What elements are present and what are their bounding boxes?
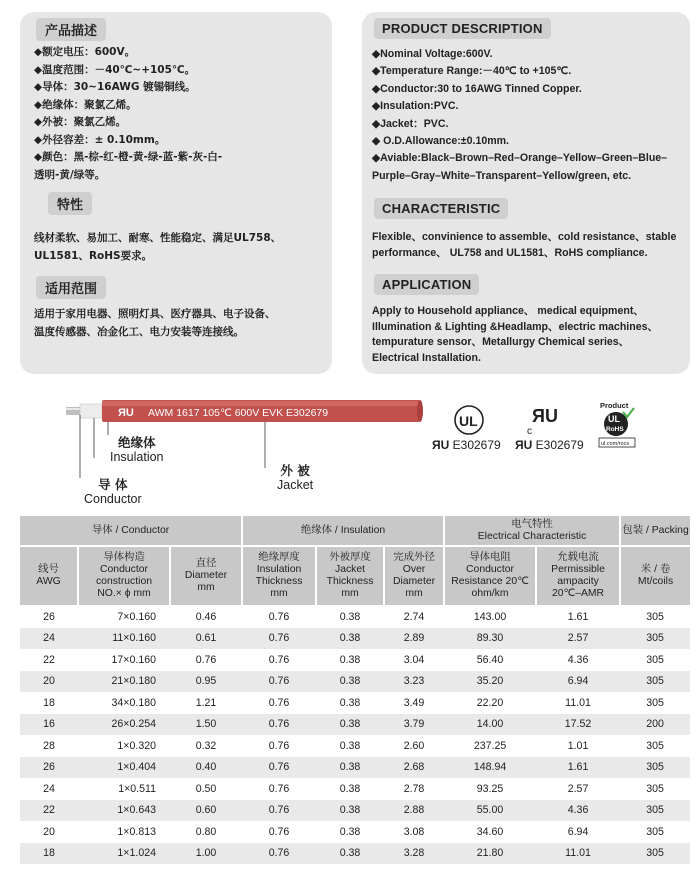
c-mark-icon: c bbox=[527, 426, 532, 437]
column-header-line: Resistance 20℃ bbox=[451, 576, 529, 587]
column-header bbox=[242, 546, 316, 606]
table-cell: 11.01 bbox=[565, 696, 591, 709]
list-item: ◆外被：聚氯乙烯。 bbox=[34, 116, 127, 128]
table-cell: 305 bbox=[646, 653, 664, 666]
packing-group-header: 包装 / Packing bbox=[620, 516, 690, 546]
table-cell: 3.08 bbox=[403, 825, 425, 838]
rocs-url: ul.com/rocs bbox=[601, 441, 630, 447]
certification-marks bbox=[432, 398, 692, 468]
rohs-label: RoHS bbox=[606, 426, 624, 433]
table-cell: 1.61 bbox=[536, 757, 620, 779]
en-description-list bbox=[372, 46, 667, 185]
table-cell: 1.61 bbox=[567, 611, 589, 624]
conductor-label-cn: 导 体 bbox=[98, 477, 128, 492]
list-item: ◆外径容差：± 0.10mm。 bbox=[34, 133, 166, 146]
table-cell: 22 bbox=[20, 800, 78, 822]
list-item: ◆Nominal Voltage:600V. bbox=[372, 48, 493, 60]
table-cell: 3.49 bbox=[403, 696, 425, 709]
column-header-line: 直径 bbox=[195, 558, 217, 569]
column-header bbox=[444, 546, 536, 606]
table-cell: 1.01 bbox=[567, 739, 589, 752]
column-header-line: ampacity bbox=[557, 576, 599, 587]
table-cell: 93.25 bbox=[476, 782, 504, 795]
table-cell: 24 bbox=[20, 628, 78, 650]
table-cell: 56.40 bbox=[476, 653, 504, 666]
cn-characteristic-title: 特性 bbox=[48, 192, 92, 215]
table-row bbox=[20, 821, 690, 843]
table-cell: 0.95 bbox=[170, 671, 242, 693]
table-cell: 14.00 bbox=[444, 714, 536, 736]
table-cell: 0.80 bbox=[195, 825, 217, 838]
table-cell: 35.20 bbox=[444, 671, 536, 693]
table-row bbox=[20, 843, 690, 865]
table-cell: 0.76 bbox=[268, 782, 290, 795]
chinese-description-panel bbox=[20, 12, 332, 374]
table-cell: 305 bbox=[646, 739, 664, 752]
insulation-label-cn: 绝缘体 bbox=[118, 435, 156, 450]
table-cell: 6.94 bbox=[567, 825, 589, 838]
conductor-group-header: 导体 / Conductor bbox=[20, 516, 242, 546]
table-cell: 4.36 bbox=[536, 800, 620, 822]
column-header-line: Conductor bbox=[100, 564, 148, 575]
table-row bbox=[20, 778, 690, 800]
list-item: ◆Insulation:PVC. bbox=[372, 100, 459, 113]
table-cell: 4.36 bbox=[567, 653, 589, 666]
table-cell: 0.38 bbox=[339, 653, 361, 666]
table-cell: 305 bbox=[620, 800, 690, 822]
conductor-highlight bbox=[66, 408, 80, 410]
text-line: 线材柔软、易加工、耐寒、性能稳定、满足UL758、 bbox=[34, 232, 282, 244]
text-line: Electrical Installation. bbox=[372, 351, 481, 364]
table-cell: 0.38 bbox=[339, 696, 361, 709]
table-cell: 21.80 bbox=[444, 843, 536, 865]
insulation-label bbox=[110, 436, 164, 464]
table-row bbox=[20, 757, 690, 779]
table-cell: 148.94 bbox=[444, 757, 536, 779]
table-group-header-row bbox=[20, 516, 690, 546]
table-cell: 0.38 bbox=[316, 800, 384, 822]
table-cell: 26 bbox=[20, 757, 78, 779]
column-header-line: mm bbox=[405, 588, 423, 599]
table-cell: 0.38 bbox=[316, 628, 384, 650]
table-cell: 305 bbox=[620, 843, 690, 865]
column-header-line: 允载电流 bbox=[557, 552, 599, 563]
en-application-title: APPLICATION bbox=[374, 274, 479, 295]
column-header bbox=[536, 546, 620, 606]
table-cell: 305 bbox=[620, 757, 690, 779]
column-header-line: mm bbox=[197, 582, 215, 593]
list-item: ◆ O.D.Allowance:±0.10mm. bbox=[372, 135, 510, 148]
table-cell: 305 bbox=[646, 611, 664, 624]
ul-rohs-ul-icon: UL bbox=[608, 414, 620, 424]
column-header-line: AWG bbox=[36, 576, 61, 587]
column-header-line: Permissible bbox=[551, 564, 605, 575]
table-cell: 3.28 bbox=[384, 843, 444, 865]
insulation-group-header: 绝缘体 / Insulation bbox=[242, 516, 444, 546]
table-cell: 20 bbox=[20, 671, 78, 693]
text-line: 适用于家用电器、照明灯具、医疗器具、电子设备、 bbox=[34, 308, 276, 320]
table-cell: 7×0.160 bbox=[117, 611, 156, 624]
table-cell: 0.76 bbox=[242, 671, 316, 693]
insulation-label-en: Insulation bbox=[110, 450, 164, 464]
table-cell: 0.38 bbox=[316, 714, 384, 736]
column-header-line: 绝缘厚度 bbox=[258, 552, 300, 563]
jacket-label-cn: 外 被 bbox=[280, 463, 310, 478]
table-cell: 0.60 bbox=[170, 800, 242, 822]
column-header-line: ohm/km bbox=[471, 588, 509, 599]
table-cell: 1.21 bbox=[195, 696, 217, 709]
jacket-label bbox=[277, 464, 313, 492]
cert-code-2 bbox=[515, 438, 584, 452]
table-cell: 28 bbox=[43, 739, 55, 752]
table-cell: 0.38 bbox=[339, 611, 361, 624]
column-header-line: mm bbox=[341, 588, 359, 599]
column-header-line: Diameter bbox=[184, 570, 228, 581]
table-cell: 0.50 bbox=[195, 782, 217, 795]
text-line: UL1581、RoHS要求。 bbox=[34, 249, 153, 262]
table-row bbox=[20, 800, 690, 822]
list-item: ◆绝缘体：聚氯乙烯。 bbox=[34, 98, 137, 111]
table-cell: 18 bbox=[43, 696, 55, 709]
column-header bbox=[20, 546, 78, 606]
column-header-line: Conductor bbox=[466, 564, 514, 575]
table-cell: 305 bbox=[620, 671, 690, 693]
list-item: ◆导体：30~16AWG 镀锡铜线。 bbox=[34, 81, 196, 93]
cable-print-text: AWM 1617 105℃ 600V EVK E302679 bbox=[148, 407, 329, 419]
column-header bbox=[170, 546, 242, 606]
cn-description-list bbox=[34, 44, 222, 184]
table-cell: 34.60 bbox=[476, 825, 504, 838]
table-cell: 0.76 bbox=[242, 714, 316, 736]
column-header-line: mm bbox=[270, 588, 288, 599]
table-cell: 200 bbox=[620, 714, 690, 736]
cn-description-title: 产品描述 bbox=[36, 18, 106, 41]
list-item: 透明-黄/绿等。 bbox=[34, 168, 106, 181]
table-cell: 3.23 bbox=[384, 671, 444, 693]
table-cell: 2.74 bbox=[403, 611, 425, 624]
ur-small-icon: ЯU bbox=[432, 438, 450, 452]
table-cell: 0.38 bbox=[316, 757, 384, 779]
table-row bbox=[20, 671, 690, 693]
table-cell: 26 bbox=[43, 611, 55, 624]
table-cell: 17.52 bbox=[536, 714, 620, 736]
en-description-title: PRODUCT DESCRIPTION bbox=[374, 18, 551, 39]
table-cell: 11×0.160 bbox=[78, 628, 170, 650]
text-line: 温度传感器、冶金化工、电力安装等连接线。 bbox=[34, 325, 244, 338]
table-cell: 1×0.404 bbox=[78, 757, 170, 779]
table-row bbox=[20, 649, 690, 671]
text-line: Illumination & Lighting &Headlamp、electric machines、 bbox=[372, 320, 659, 333]
table-cell: 0.32 bbox=[195, 739, 217, 752]
text-line: performance、 UL758 and UL1581、RoHS compliance. bbox=[372, 246, 648, 259]
table-row bbox=[20, 714, 690, 736]
column-header-line: Thickness bbox=[255, 576, 303, 587]
table-cell: 2.78 bbox=[403, 782, 425, 795]
table-cell: 305 bbox=[646, 825, 664, 838]
table-cell: 20 bbox=[43, 825, 55, 838]
table-cell: 3.04 bbox=[403, 653, 425, 666]
table-cell: 2.57 bbox=[536, 628, 620, 650]
jacket-end bbox=[417, 400, 423, 422]
table-cell: 55.00 bbox=[444, 800, 536, 822]
table-cell: 21×0.180 bbox=[78, 671, 170, 693]
cert-code-1 bbox=[432, 438, 501, 452]
column-header-line: NO.× ϕ mm bbox=[97, 588, 151, 599]
table-cell: 2.68 bbox=[384, 757, 444, 779]
list-item: ◆Conductor:30 to 16AWG Tinned Copper. bbox=[372, 82, 582, 95]
column-header-line: Over bbox=[402, 564, 426, 575]
list-item: ◆温度范围：－40℃~+105℃。 bbox=[34, 63, 196, 76]
table-row bbox=[20, 606, 690, 628]
ul-letters-icon: UL bbox=[459, 413, 478, 429]
conductor-label bbox=[84, 478, 142, 506]
table-cell: 16 bbox=[20, 714, 78, 736]
table-cell: 1×1.024 bbox=[78, 843, 170, 865]
ur-mark-icon: ЯU bbox=[118, 407, 134, 419]
cn-characteristic-text bbox=[34, 230, 281, 265]
table-cell: 0.76 bbox=[242, 628, 316, 650]
table-cell: 0.46 bbox=[195, 611, 217, 624]
table-cell: 18 bbox=[20, 843, 78, 865]
en-characteristic-text bbox=[372, 230, 676, 261]
conductor-label-en: Conductor bbox=[84, 492, 142, 506]
en-characteristic-title: CHARACTERISTIC bbox=[374, 198, 508, 219]
table-cell: 0.76 bbox=[268, 611, 290, 624]
table-cell: 0.76 bbox=[242, 800, 316, 822]
cn-application-title: 适用范围 bbox=[36, 276, 106, 299]
table-cell: 3.79 bbox=[384, 714, 444, 736]
list-item: ◆额定电压：600V。 bbox=[34, 46, 136, 58]
table-cell: 0.40 bbox=[170, 757, 242, 779]
text-line: Flexible、convinience to assemble、cold resistance、stable bbox=[372, 231, 677, 243]
product-label: Product bbox=[600, 401, 629, 410]
table-cell: 0.38 bbox=[339, 739, 361, 752]
cn-application-text bbox=[34, 306, 276, 341]
column-header-line: 完成外径 bbox=[393, 552, 435, 563]
column-header-line: Jacket bbox=[335, 564, 366, 575]
table-cell: 24 bbox=[43, 782, 55, 795]
column-header-line: 外被厚度 bbox=[329, 552, 371, 563]
table-cell: 305 bbox=[620, 628, 690, 650]
jacket-highlight bbox=[102, 401, 420, 406]
table-cell: 22 bbox=[43, 653, 55, 666]
table-cell: 1×0.320 bbox=[117, 739, 156, 752]
jacket-label-en: Jacket bbox=[277, 478, 314, 492]
table-cell: 0.38 bbox=[316, 671, 384, 693]
ur-small-icon: ЯU bbox=[515, 438, 533, 452]
table-cell: 0.76 bbox=[268, 653, 290, 666]
table-cell: 1.50 bbox=[170, 714, 242, 736]
specification-table bbox=[20, 516, 690, 864]
table-row bbox=[20, 692, 690, 714]
column-header-line: Diameter bbox=[392, 576, 436, 587]
column-header bbox=[384, 546, 444, 606]
table-cell: 11.01 bbox=[536, 843, 620, 865]
table-cell: 0.76 bbox=[242, 757, 316, 779]
table-cell: 2.89 bbox=[384, 628, 444, 650]
table-cell: 2.60 bbox=[403, 739, 425, 752]
table-cell: 237.25 bbox=[473, 739, 507, 752]
text-line: tempurature sensor、Metallurgy Chemical series、 bbox=[372, 336, 630, 348]
electrical-group-header bbox=[444, 516, 620, 546]
column-header bbox=[78, 546, 170, 606]
column-header bbox=[316, 546, 384, 606]
table-row bbox=[20, 628, 690, 650]
table-cell: 34×0.180 bbox=[111, 696, 156, 709]
table-cell: 22.20 bbox=[476, 696, 504, 709]
table-cell: 305 bbox=[646, 696, 664, 709]
table-cell: 0.76 bbox=[242, 843, 316, 865]
table-cell: 0.38 bbox=[316, 843, 384, 865]
table-cell: 26×0.254 bbox=[78, 714, 170, 736]
table-cell: 0.38 bbox=[339, 782, 361, 795]
list-item: ◆Aviable:Black–Brown–Red–Orange–Yellow–Green–Blue– bbox=[372, 152, 668, 165]
ru-mark-icon: ЯU bbox=[532, 406, 558, 426]
list-item: ◆Jacket：PVC. bbox=[372, 117, 449, 130]
column-header bbox=[620, 546, 690, 606]
table-cell: 0.76 bbox=[195, 653, 217, 666]
cert-code-1-text: E302679 bbox=[452, 438, 501, 452]
table-cell: 89.30 bbox=[444, 628, 536, 650]
table-row bbox=[20, 735, 690, 757]
electrical-header-en: Electrical Characteristic bbox=[477, 530, 587, 542]
column-header-line: construction bbox=[95, 576, 153, 587]
list-item: ◆Temperature Range:－40℃ to +105℃. bbox=[372, 65, 572, 78]
column-header-line: 线号 bbox=[38, 564, 59, 575]
table-cell: 0.38 bbox=[339, 825, 361, 838]
column-header-line: Insulation bbox=[256, 564, 302, 575]
insulation-layer bbox=[80, 404, 102, 418]
table-cell: 143.00 bbox=[473, 611, 507, 624]
table-column-header-row bbox=[20, 546, 690, 606]
table-cell: 0.76 bbox=[268, 696, 290, 709]
table-cell: 2.88 bbox=[384, 800, 444, 822]
text-line: Apply to Household appliance、 medical equipment、 bbox=[372, 305, 644, 317]
table-cell: 0.76 bbox=[268, 825, 290, 838]
table-cell: 1×0.511 bbox=[118, 782, 156, 795]
english-description-panel bbox=[362, 12, 690, 374]
table-cell: 1×0.643 bbox=[78, 800, 170, 822]
list-item: ◆颜色：黑-棕-红-橙-黄-绿-蓝-紫-灰-白- bbox=[34, 151, 223, 163]
column-header-line: 导体构造 bbox=[103, 552, 145, 563]
column-header-line: Thickness bbox=[326, 576, 374, 587]
table-cell: 1.00 bbox=[170, 843, 242, 865]
column-header-line: 20℃–AMR bbox=[551, 588, 605, 599]
en-application-text bbox=[372, 304, 658, 366]
table-cell: 305 bbox=[646, 782, 664, 795]
table-cell: 0.76 bbox=[268, 739, 290, 752]
table-cell: 0.61 bbox=[170, 628, 242, 650]
table-cell: 1×0.813 bbox=[117, 825, 156, 838]
cert-code-2-text: E302679 bbox=[535, 438, 584, 452]
table-cell: 17×0.160 bbox=[111, 653, 156, 666]
column-header-line: 米 / 卷 bbox=[640, 564, 671, 575]
table-body bbox=[20, 606, 690, 864]
column-header-line: 导体电阻 bbox=[469, 552, 511, 563]
list-item: Purple–Gray–White–Transparent–Yellow/green, etc. bbox=[372, 169, 632, 182]
electrical-header-cn: 电气特性 bbox=[511, 518, 553, 530]
column-header-line: Mt/coils bbox=[637, 576, 674, 587]
table-cell: 2.57 bbox=[567, 782, 589, 795]
table-cell: 6.94 bbox=[536, 671, 620, 693]
